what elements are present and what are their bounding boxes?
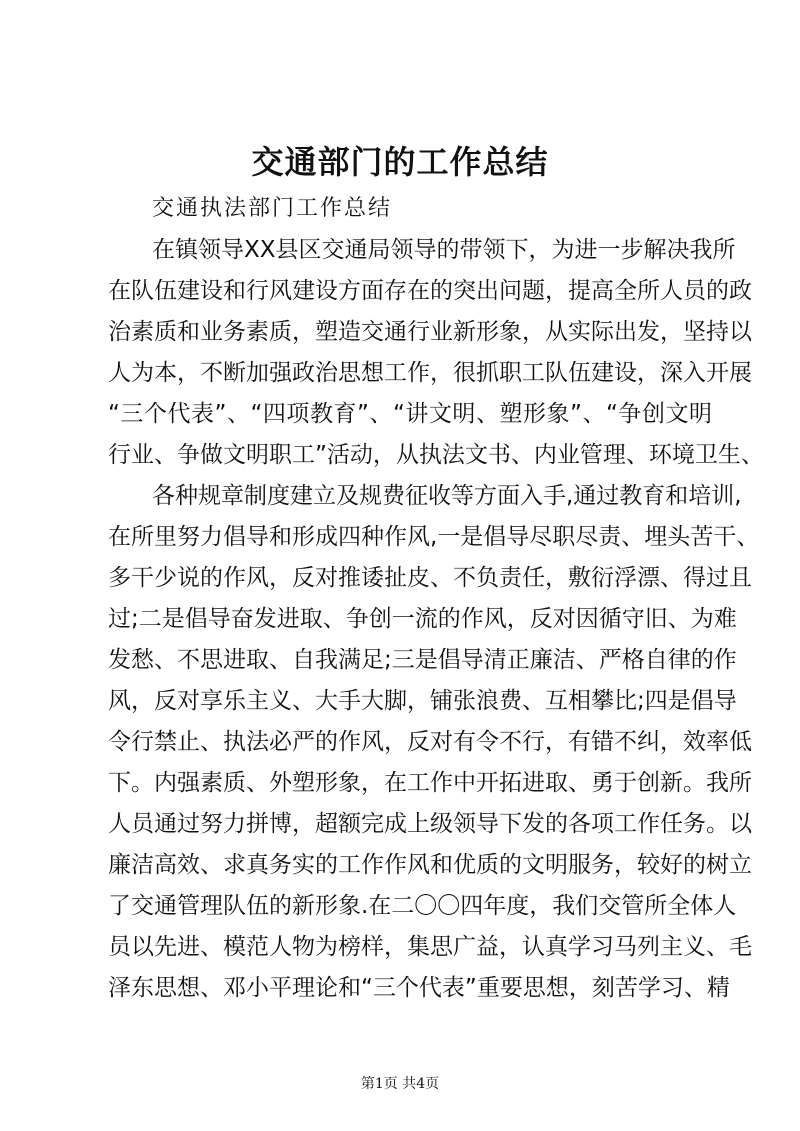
body-line: 在所里努力倡导和形成四种作风,一是倡导尽职尽责、埋头苦干、 bbox=[108, 524, 760, 550]
body-line: 各种规章制度建立及规费征收等方面入手,通过教育和培训, bbox=[152, 483, 742, 509]
body-line: 员以先进、模范人物为榜样，集思广益，认真学习马列主义、毛 bbox=[108, 934, 752, 960]
body-line: 人为本，不断加强政治思想工作，很抓职工队伍建设，深入开展 bbox=[108, 360, 752, 386]
body-line: 人员通过努力拼博，超额完成上级领导下发的各项工作任务。以 bbox=[108, 811, 752, 837]
body-line: 在队伍建设和行风建设方面存在的突出问题，提高全所人员的政 bbox=[108, 278, 752, 304]
body-line: 多干少说的作风，反对推诿扯皮、不负责任，敷衍浮漂、得过且 bbox=[108, 565, 752, 591]
body-line: 泽东思想、邓小平理论和“三个代表”重要思想，刻苦学习、精 bbox=[108, 975, 730, 1001]
body-line: 风，反对享乐主义、大手大脚，铺张浪费、互相攀比;四是倡导 bbox=[108, 688, 737, 714]
body-line: 了交通管理队伍的新形象.在二〇〇四年度，我们交管所全体人 bbox=[108, 893, 737, 919]
page-footer: 第1页 共4页 bbox=[360, 1076, 440, 1092]
document-title: 交通部门的工作总结 bbox=[251, 143, 549, 181]
body-line: 廉洁高效、求真务实的工作作风和优质的文明服务，较好的树立 bbox=[108, 852, 752, 878]
body-line: 令行禁止、执法必严的作风，反对有令不行，有错不纠，效率低 bbox=[108, 729, 752, 755]
body-line: 发愁、不思进取、自我满足;三是倡导清正廉洁、严格自律的作 bbox=[108, 647, 737, 673]
body-line: 下。内强素质、外塑形象，在工作中开拓进取、勇于创新。我所 bbox=[108, 770, 752, 796]
body-line: 行业、争做文明职工”活动，从执法文书、内业管理、环境卫生、 bbox=[108, 442, 764, 468]
body-line: 治素质和业务素质，塑造交通行业新形象，从实际出发，坚持以 bbox=[108, 319, 752, 345]
body-line: 过;二是倡导奋发进取、争创一流的作风，反对因循守旧、为难 bbox=[108, 606, 737, 632]
document-subtitle: 交通执法部门工作总结 bbox=[152, 196, 393, 221]
body-line: 在镇领导XX县区交通局领导的带领下，为进一步解决我所 bbox=[152, 237, 736, 263]
body-line: “三个代表”、“四项教育”、“讲文明、塑形象”、“争创文明 bbox=[108, 401, 712, 427]
